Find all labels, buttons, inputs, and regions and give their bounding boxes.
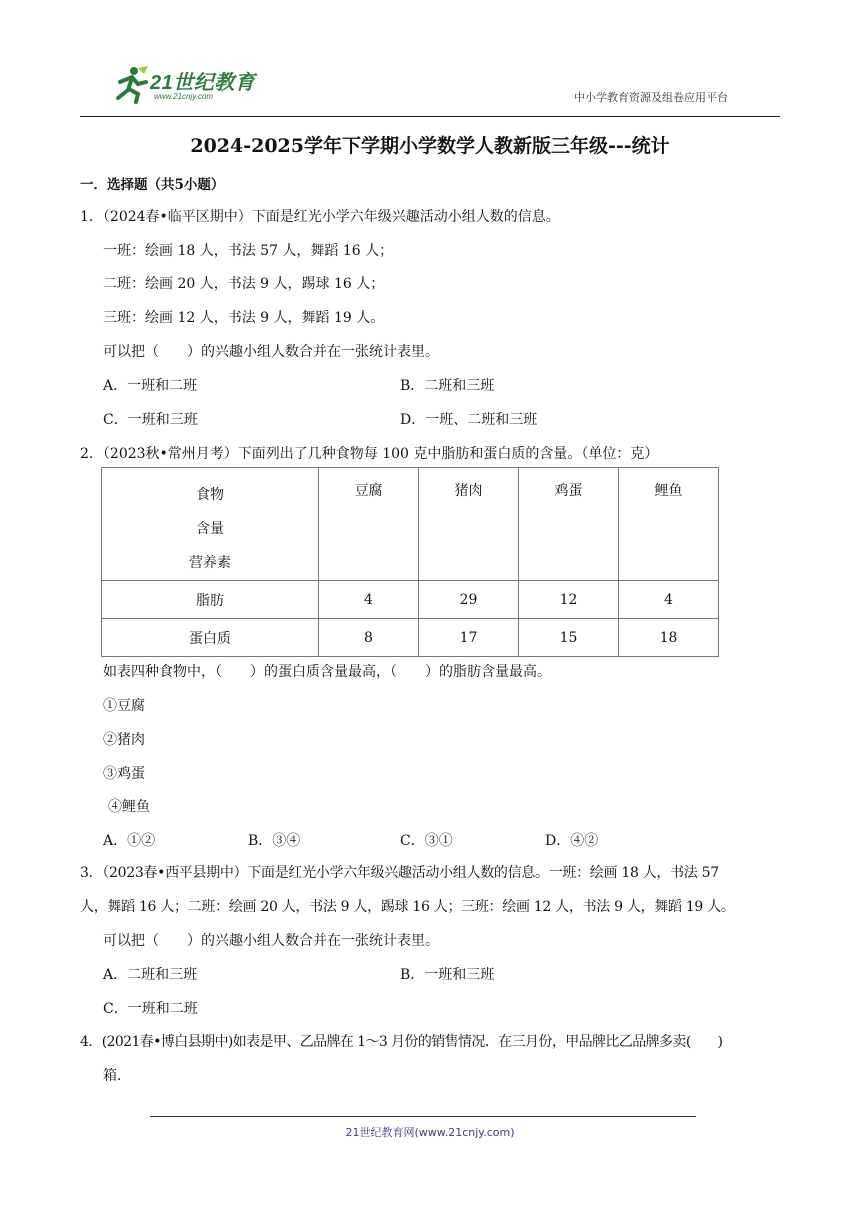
nutrition-table [101,467,719,657]
q3-option-b[interactable]: B．一班和三班 [400,967,495,983]
q2-option-d[interactable]: D．④② [545,833,599,849]
table-cell: 8 [319,619,419,657]
table-row [102,619,719,657]
section-heading: 一．选择题（共5小题） [80,177,225,193]
q2-ask: 如表四种食物中，（ ）的蛋白质含量最高，（ ）的脂肪含量最高。 [103,664,551,680]
logo-url: www.21cnjy.com [154,92,213,101]
q1-option-a[interactable]: A．一班和二班 [103,378,198,394]
footer-divider [150,1116,696,1117]
q3-option-a[interactable]: A．二班和三班 [103,967,198,983]
table-cell: 17 [419,619,519,657]
q2-choice-3: ③鸡蛋 [103,766,145,782]
food-carp: 鲤鱼 [619,468,719,581]
brand-logo [110,64,260,106]
header-nutrient: 营养素 [189,555,231,571]
runner-logo-icon [110,64,150,104]
q2-choice-4: ④鲤鱼 [108,799,150,815]
food-egg: 鸡蛋 [519,468,619,581]
food-pork: 猪肉 [419,468,519,581]
q2-option-c[interactable]: C．③① [400,833,453,849]
q4-stem-line1: 4．(2021春•博白县期中)如表是甲、乙品牌在 1～3 月份的销售情况．在三月份，甲品牌比乙品牌多卖( ) [80,1034,723,1050]
q1-option-d[interactable]: D．一班、二班和三班 [400,412,538,428]
header-food: 食物 [196,487,224,503]
table-row [102,581,719,619]
logo-text: 21世纪教育 [150,72,256,94]
header-amount: 含量 [196,521,224,537]
q2-option-b[interactable]: B．③④ [248,833,301,849]
q1-class3: 三班：绘画 12 人，书法 9 人，舞蹈 19 人。 [103,310,385,326]
q2-choice-1: ①豆腐 [103,698,145,714]
row-label: 脂肪 [102,581,319,619]
table-cell: 29 [419,581,519,619]
q3-option-c[interactable]: C．一班和二班 [103,1001,198,1017]
q1-option-c[interactable]: C．一班和三班 [103,412,198,428]
q1-stem: 1．（2024春•临平区期中）下面是红光小学六年级兴趣活动小组人数的信息。 [80,209,560,225]
q1-ask: 可以把（ ）的兴趣小组人数合并在一张统计表里。 [103,344,439,360]
q3-stem-line1: 3．（2023春•西平县期中）下面是红光小学六年级兴趣活动小组人数的信息。一班：绘画 18 人，书法 57 [80,865,719,881]
q1-class2: 二班：绘画 20 人，书法 9 人，踢球 16 人； [103,276,385,292]
q2-option-a[interactable]: A．①② [103,833,156,849]
q1-class1: 一班：绘画 18 人，书法 57 人，舞蹈 16 人； [103,243,394,259]
page-title: 2024-2025学年下学期小学数学人教新版三年级---统计 [190,135,670,157]
q2-choice-2: ②猪肉 [103,732,145,748]
platform-name: 中小学教育资源及组卷应用平台 [574,91,728,104]
row-label: 蛋白质 [102,619,319,657]
footer-text: 21世纪教育网(www.21cnjy.com) [345,1126,515,1139]
table-cell: 12 [519,581,619,619]
table-header-cell [102,468,319,581]
q3-stem-line2: 人，舞蹈 16 人；二班：绘画 20 人，书法 9 人，踢球 16 人；三班：绘画 12 人，书法 9 人，舞蹈 19 人。 [80,899,735,915]
table-cell: 15 [519,619,619,657]
q1-option-b[interactable]: B．二班和三班 [400,378,495,394]
q3-ask: 可以把（ ）的兴趣小组人数合并在一张统计表里。 [103,933,439,949]
header-divider [80,116,780,117]
table-cell: 4 [619,581,719,619]
q4-stem-line2: 箱． [103,1068,131,1084]
q2-stem: 2．（2023秋•常州月考）下面列出了几种食物每 100 克中脂肪和蛋白质的含量。（单位：克） [80,446,659,462]
table-cell: 18 [619,619,719,657]
table-cell: 4 [319,581,419,619]
food-tofu: 豆腐 [319,468,419,581]
